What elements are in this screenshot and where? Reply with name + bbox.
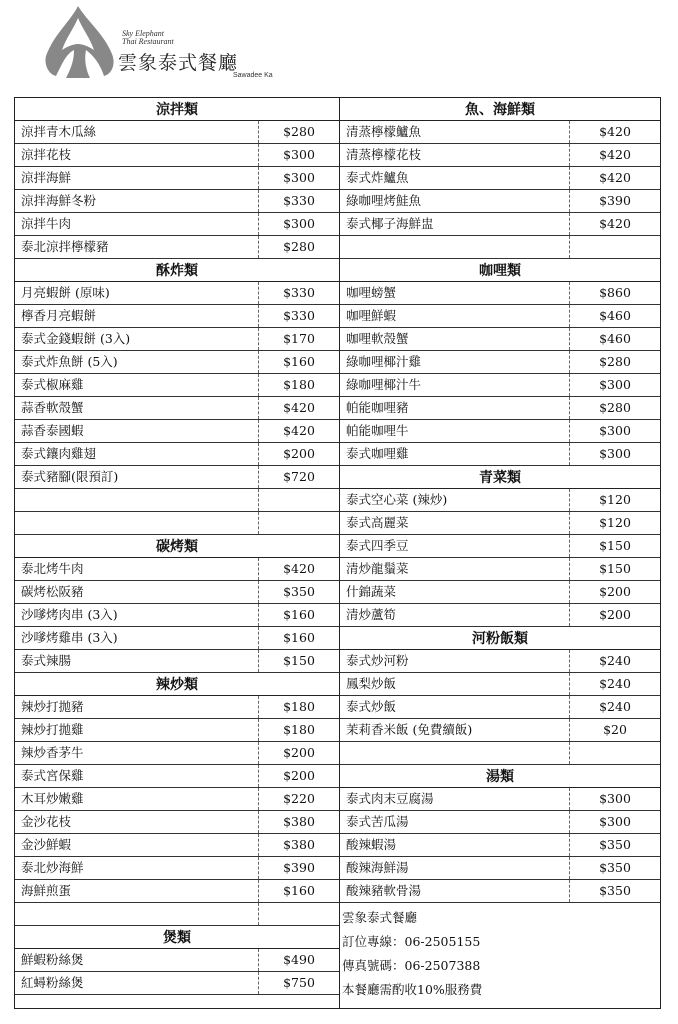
menu-item-price: $380 bbox=[283, 837, 315, 852]
section-header: 咖哩類 bbox=[340, 259, 660, 282]
menu-item-name bbox=[15, 512, 259, 534]
menu-item-name: 帕能咖哩豬 bbox=[340, 397, 570, 419]
menu-item-price: $240 bbox=[599, 653, 631, 668]
menu-item-name: 泰式炸魚餅 (5入) bbox=[15, 351, 259, 373]
menu-item-row bbox=[340, 857, 660, 880]
menu-item-name bbox=[15, 489, 259, 511]
menu-item-price: $120 bbox=[599, 492, 631, 507]
section-header: 魚、海鮮類 bbox=[340, 98, 660, 121]
menu-item-price: $180 bbox=[283, 699, 315, 714]
menu-item-name: 清炒龍鬚菜 bbox=[340, 558, 570, 580]
menu-item-price: $150 bbox=[599, 561, 631, 576]
menu-item-price: $220 bbox=[283, 791, 315, 806]
menu-item-price: $180 bbox=[283, 722, 315, 737]
menu-item-price: $300 bbox=[283, 147, 315, 162]
section-header: 涼拌類 bbox=[15, 98, 339, 121]
menu-item-price: $280 bbox=[599, 354, 631, 369]
menu-item-name: 泰式辣腸 bbox=[15, 650, 259, 672]
menu-item-row bbox=[340, 673, 660, 696]
menu-item-name: 酸辣蝦湯 bbox=[340, 834, 570, 856]
menu-item-row bbox=[15, 604, 339, 627]
menu-item-price: $160 bbox=[283, 607, 315, 622]
menu-item-row bbox=[15, 190, 339, 213]
menu-item-price: $860 bbox=[599, 285, 631, 300]
menu-item-name: 酸辣海鮮湯 bbox=[340, 857, 570, 879]
menu-item-price: $420 bbox=[599, 124, 631, 139]
menu-item-row bbox=[15, 121, 339, 144]
menu-item-row bbox=[15, 811, 339, 834]
menu-item-row bbox=[15, 328, 339, 351]
menu-item-name: 綠咖哩烤鮭魚 bbox=[340, 190, 570, 212]
menu-item-price: $350 bbox=[283, 584, 315, 599]
menu-item-row bbox=[340, 512, 660, 535]
menu-item-name: 泰式豬腳(限預訂) bbox=[15, 466, 259, 488]
logo-english: Sky Elephant Thai Restaurant bbox=[122, 29, 174, 46]
section-header: 碳烤類 bbox=[15, 535, 339, 558]
menu-item-name: 蒜香泰國蝦 bbox=[15, 420, 259, 442]
menu-item-price: $490 bbox=[283, 952, 315, 967]
logo-subtitle: Sawadee Ka bbox=[233, 72, 273, 79]
menu-item-name: 清蒸檸檬鱸魚 bbox=[340, 121, 570, 143]
menu-item-name: 金沙鮮蝦 bbox=[15, 834, 259, 856]
menu-column-left bbox=[14, 97, 340, 1009]
menu-item-price: $380 bbox=[283, 814, 315, 829]
menu-item-name: 清炒蘆筍 bbox=[340, 604, 570, 626]
menu-item-price: $280 bbox=[599, 400, 631, 415]
menu-item-price: $420 bbox=[283, 400, 315, 415]
section-header: 辣炒類 bbox=[15, 673, 339, 696]
menu-item-name: 帕能咖哩牛 bbox=[340, 420, 570, 442]
menu-item-price: $300 bbox=[599, 791, 631, 806]
section-header: 河粉飯類 bbox=[340, 627, 660, 650]
menu-item-price: $300 bbox=[599, 446, 631, 461]
menu-item-row bbox=[15, 857, 339, 880]
menu-item-price: $20 bbox=[603, 722, 627, 737]
menu-item-price: $300 bbox=[283, 170, 315, 185]
menu-item-row bbox=[340, 121, 660, 144]
menu-item-row bbox=[340, 213, 660, 236]
menu-item-price: $160 bbox=[283, 883, 315, 898]
menu-item-row bbox=[340, 650, 660, 673]
menu-item-row bbox=[15, 788, 339, 811]
menu-item-price: $350 bbox=[599, 837, 631, 852]
menu-item-price: $200 bbox=[599, 584, 631, 599]
menu-item-name: 涼拌海鮮冬粉 bbox=[15, 190, 259, 212]
menu-item-name: 泰式苦瓜湯 bbox=[340, 811, 570, 833]
menu-item-price: $420 bbox=[283, 423, 315, 438]
menu-item-name: 泰式炸鱸魚 bbox=[340, 167, 570, 189]
menu-item-name: 金沙花枝 bbox=[15, 811, 259, 833]
menu-item-name: 涼拌青木瓜絲 bbox=[15, 121, 259, 143]
menu-item-name: 沙嗲烤肉串 (3入) bbox=[15, 604, 259, 626]
menu-item-name: 辣炒香茅牛 bbox=[15, 742, 259, 764]
info-restaurant-name: 雲象泰式餐廳 bbox=[342, 910, 418, 925]
menu-item-row bbox=[15, 489, 339, 512]
menu-item-name: 咖哩鮮蝦 bbox=[340, 305, 570, 327]
menu-item-name: 木耳炒嫩雞 bbox=[15, 788, 259, 810]
menu-item-row bbox=[15, 213, 339, 236]
menu-item-row bbox=[340, 420, 660, 443]
menu-item-name: 涼拌花枝 bbox=[15, 144, 259, 166]
menu-item-price: $160 bbox=[283, 354, 315, 369]
menu-item-row bbox=[340, 489, 660, 512]
menu-item-row bbox=[15, 880, 339, 903]
menu-item-price: $120 bbox=[599, 515, 631, 530]
menu-item-row bbox=[15, 443, 339, 466]
menu-item-row bbox=[340, 811, 660, 834]
menu-item-price: $160 bbox=[283, 630, 315, 645]
menu-item-name: 茉莉香米飯 (免費續飯) bbox=[340, 719, 570, 741]
menu-item-row bbox=[15, 949, 339, 972]
menu-item-row bbox=[340, 236, 660, 259]
menu-item-name: 泰式宮保雞 bbox=[15, 765, 259, 787]
menu-item-row bbox=[15, 167, 339, 190]
menu-item-price: $420 bbox=[599, 170, 631, 185]
menu-item-row bbox=[340, 282, 660, 305]
menu-item-price: $200 bbox=[283, 446, 315, 461]
menu-item-price: $200 bbox=[599, 607, 631, 622]
menu-item-name: 泰式肉末豆腐湯 bbox=[340, 788, 570, 810]
menu-item-row bbox=[15, 236, 339, 259]
menu-item-price: $420 bbox=[283, 561, 315, 576]
menu-item-price: $200 bbox=[283, 745, 315, 760]
menu-item-row bbox=[340, 374, 660, 397]
menu-item-name: 泰式椒麻雞 bbox=[15, 374, 259, 396]
menu-item-row bbox=[15, 351, 339, 374]
menu-item-row bbox=[15, 512, 339, 535]
menu-item-row bbox=[340, 397, 660, 420]
menu-item-price: $180 bbox=[283, 377, 315, 392]
menu-item-row bbox=[340, 719, 660, 742]
menu-item-row bbox=[340, 834, 660, 857]
menu-item-name: 泰北涼拌檸檬豬 bbox=[15, 236, 259, 258]
menu-item-name: 泰式四季豆 bbox=[340, 535, 570, 557]
menu-item-name: 紅蟳粉絲煲 bbox=[15, 972, 259, 994]
menu-item-row bbox=[15, 581, 339, 604]
menu-item-price: $330 bbox=[283, 285, 315, 300]
menu-item-name: 碳烤松阪豬 bbox=[15, 581, 259, 603]
menu-item-row bbox=[340, 144, 660, 167]
menu-item-row bbox=[340, 696, 660, 719]
menu-item-row bbox=[15, 397, 339, 420]
menu-item-price: $300 bbox=[599, 814, 631, 829]
menu-item-row bbox=[15, 305, 339, 328]
menu-item-price: $280 bbox=[283, 239, 315, 254]
menu-item-price: $300 bbox=[599, 377, 631, 392]
menu-item-row bbox=[340, 604, 660, 627]
menu-item-name: 泰式高麗菜 bbox=[340, 512, 570, 534]
section-header: 青菜類 bbox=[340, 466, 660, 489]
menu-item-price bbox=[259, 489, 339, 511]
menu-item-name: 涼拌海鮮 bbox=[15, 167, 259, 189]
menu-item-row bbox=[340, 742, 660, 765]
menu-item-row bbox=[340, 167, 660, 190]
menu-item-price: $420 bbox=[599, 216, 631, 231]
menu-item-row bbox=[15, 834, 339, 857]
menu-item-name bbox=[15, 903, 259, 925]
menu-item-price: $350 bbox=[599, 860, 631, 875]
menu-item-name: 綠咖哩椰汁牛 bbox=[340, 374, 570, 396]
menu-item-row bbox=[340, 305, 660, 328]
menu-item-row bbox=[15, 742, 339, 765]
menu-item-row bbox=[15, 558, 339, 581]
menu-item-price bbox=[570, 742, 660, 764]
menu-item-row bbox=[340, 190, 660, 213]
menu-item-price: $240 bbox=[599, 676, 631, 691]
menu-item-name: 沙嗲烤雞串 (3入) bbox=[15, 627, 259, 649]
menu-item-name: 蒜香軟殼蟹 bbox=[15, 397, 259, 419]
menu-item-name: 泰北炒海鮮 bbox=[15, 857, 259, 879]
menu-item-name: 泰式鑲肉雞翅 bbox=[15, 443, 259, 465]
menu-item-name: 泰式金錢蝦餅 (3入) bbox=[15, 328, 259, 350]
menu-item-row bbox=[340, 788, 660, 811]
menu-item-name: 綠咖哩椰汁雞 bbox=[340, 351, 570, 373]
menu-item-price: $460 bbox=[599, 331, 631, 346]
menu-item-row bbox=[15, 696, 339, 719]
section-header: 湯類 bbox=[340, 765, 660, 788]
menu-item-row bbox=[340, 581, 660, 604]
menu-item-price: $280 bbox=[283, 124, 315, 139]
menu-item-price: $390 bbox=[283, 860, 315, 875]
info-fax: 傳真號碼：06-2507388 bbox=[342, 958, 481, 973]
menu-item-name: 涼拌牛肉 bbox=[15, 213, 259, 235]
menu-item-name: 清蒸檸檬花枝 bbox=[340, 144, 570, 166]
menu-item-name: 泰式椰子海鮮盅 bbox=[340, 213, 570, 235]
menu-item-price: $150 bbox=[283, 653, 315, 668]
menu-item-row bbox=[15, 972, 339, 995]
menu-item-price: $150 bbox=[599, 538, 631, 553]
menu-item-row bbox=[340, 328, 660, 351]
info-reservation-phone: 訂位專線：06-2505155 bbox=[342, 934, 481, 949]
menu-item-price: $460 bbox=[599, 308, 631, 323]
menu-item-name: 泰北烤牛肉 bbox=[15, 558, 259, 580]
menu-item-price bbox=[259, 903, 339, 925]
menu-item-row bbox=[15, 903, 339, 926]
menu-item-name: 泰式空心菜 (辣炒) bbox=[340, 489, 570, 511]
menu-item-name: 泰式炒飯 bbox=[340, 696, 570, 718]
menu-item-price: $720 bbox=[283, 469, 315, 484]
menu-item-name: 月亮蝦餅 (原味) bbox=[15, 282, 259, 304]
menu-item-row bbox=[15, 374, 339, 397]
menu-item-row bbox=[15, 144, 339, 167]
menu-item-name: 咖哩軟殼蟹 bbox=[340, 328, 570, 350]
menu-item-price: $420 bbox=[599, 147, 631, 162]
menu-item-name bbox=[340, 742, 570, 764]
menu-item-name: 咖哩螃蟹 bbox=[340, 282, 570, 304]
menu-item-row bbox=[340, 535, 660, 558]
menu-item-price bbox=[259, 512, 339, 534]
menu-item-price: $330 bbox=[283, 193, 315, 208]
menu-column-right bbox=[339, 97, 661, 1009]
menu-item-price: $300 bbox=[599, 423, 631, 438]
logo-chinese-name: 雲象泰式餐廳 bbox=[118, 52, 239, 74]
menu-item-price: $170 bbox=[283, 331, 315, 346]
menu-item-name: 鳳梨炒飯 bbox=[340, 673, 570, 695]
menu-item-row bbox=[15, 627, 339, 650]
section-header: 煲類 bbox=[15, 926, 339, 949]
section-header: 酥炸類 bbox=[15, 259, 339, 282]
menu-item-price: $330 bbox=[283, 308, 315, 323]
menu-item-price: $390 bbox=[599, 193, 631, 208]
menu-item-price: $240 bbox=[599, 699, 631, 714]
menu-item-name: 泰式炒河粉 bbox=[340, 650, 570, 672]
menu-item-row bbox=[15, 650, 339, 673]
menu-item-name: 什錦蔬菜 bbox=[340, 581, 570, 603]
menu-item-row bbox=[15, 765, 339, 788]
menu-item-price: $200 bbox=[283, 768, 315, 783]
menu-item-name: 辣炒打拋雞 bbox=[15, 719, 259, 741]
menu-item-name: 酸辣豬軟骨湯 bbox=[340, 880, 570, 902]
menu-item-row bbox=[15, 466, 339, 489]
menu-item-row bbox=[15, 420, 339, 443]
menu-item-row bbox=[340, 558, 660, 581]
menu-item-row bbox=[340, 443, 660, 466]
menu-item-row bbox=[15, 282, 339, 305]
menu-item-row bbox=[15, 719, 339, 742]
menu-item-price bbox=[570, 236, 660, 258]
logo bbox=[40, 4, 300, 82]
menu-item-row bbox=[340, 351, 660, 374]
info-service-charge: 本餐廳需酌收10%服務費 bbox=[342, 982, 483, 997]
menu-item-name: 檸香月亮蝦餅 bbox=[15, 305, 259, 327]
menu-item-name bbox=[340, 236, 570, 258]
menu-item-row bbox=[340, 880, 660, 903]
menu-item-name: 辣炒打拋豬 bbox=[15, 696, 259, 718]
menu-item-price: $750 bbox=[283, 975, 315, 990]
menu-item-name: 海鮮煎蛋 bbox=[15, 880, 259, 902]
menu-item-price: $350 bbox=[599, 883, 631, 898]
menu-item-price: $300 bbox=[283, 216, 315, 231]
elephant-logo-icon bbox=[40, 4, 118, 80]
menu-item-name: 泰式咖哩雞 bbox=[340, 443, 570, 465]
menu-item-name: 鮮蝦粉絲煲 bbox=[15, 949, 259, 971]
restaurant-info bbox=[340, 903, 660, 1002]
